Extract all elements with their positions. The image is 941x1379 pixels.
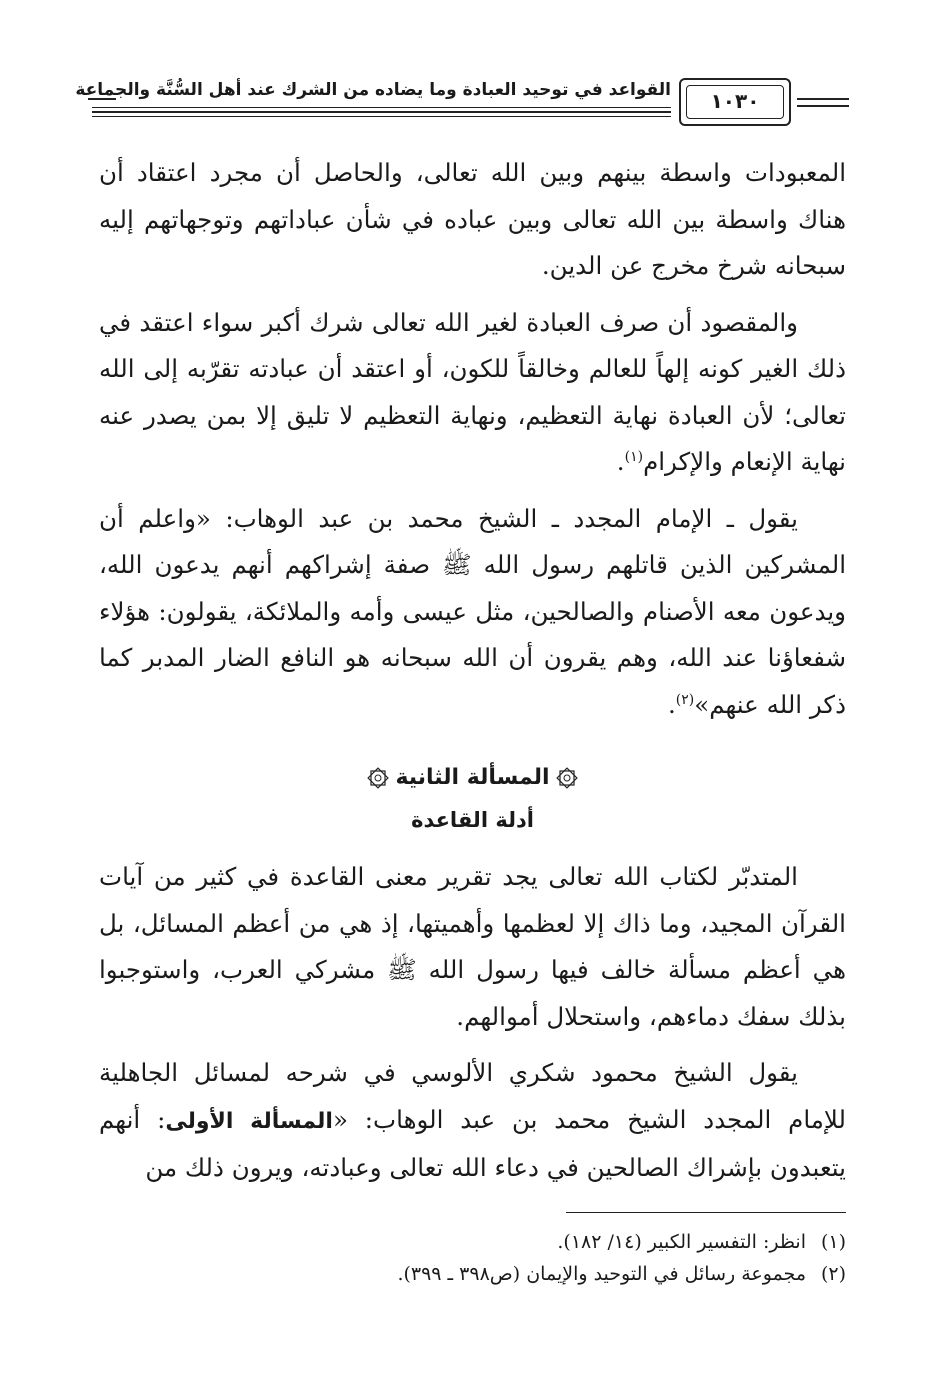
page-number: ١٠٣٠: [710, 89, 760, 113]
footnote-text: انظر: التفسير الكبير (١٤/ ١٨٢).: [557, 1231, 806, 1253]
sub-heading: أدلة القاعدة: [411, 808, 534, 832]
header-rule: [92, 107, 671, 108]
header-rule: [92, 111, 671, 113]
page-number-frame: [679, 78, 791, 126]
paragraph-5: [99, 1050, 846, 1192]
footnote-number: (١): [820, 1231, 846, 1253]
header-double-dash: [797, 98, 849, 112]
octagram-ornament-icon: [367, 767, 389, 789]
paragraph-2: [99, 300, 846, 486]
footnote-separator: [566, 1212, 846, 1213]
section-heading: [99, 758, 846, 798]
paragraph-2-end: .: [616, 447, 625, 476]
paragraph-1: المعبودات واسطة بينهم وبين الله تعالى، والحاصل أن مجرد اعتقاد أن هناك واسطة بين الله تعالى وبين عباده في شأن عباداتهم وتوجهاتهم إليه سبحانه شرخ مخرج عن الدين.: [99, 158, 846, 280]
footnote-ref-2: (٢): [675, 691, 695, 708]
paragraph-5-bold: المسألة الأولى: [165, 1108, 333, 1134]
paragraph-5-start: يقول الشيخ محمود شكري الألوسي في شرحه لمسائل الجاهلية للإمام المجدد الشيخ محمد بن عبد الوهاب: «: [99, 1058, 846, 1134]
main-text: [99, 150, 846, 1202]
paragraph-3-text: يقول ـ الإمام المجدد ـ الشيخ محمد بن عبد الوهاب: «واعلم أن المشركين الذين قاتلهم رسول الله ﷺ صفة إشراكهم أنهم يدعون الله، ويدعون معه الأصنام والصالحين، مثل عيسى وأمه والملائكة، يقولون: هؤلاء شفعاؤنا عند الله، وهم يقرون أن الله سبحانه هو النافع الضار المدبر كما ذكر الله عنهم»: [99, 503, 846, 719]
paragraph-3: [99, 496, 846, 729]
paragraph-4: المتدبّر لكتاب الله تعالى يجد تقرير معنى القاعدة في كثير من آيات القرآن المجيد، وما ذاك إلا لعظمها وأهميتها، إذ هي من أعظم المسائل، بل هي أعظم مسألة خالف فيها رسول الله ﷺ مشركي العرب، واستوجبوا بذلك سفك دماءهم، واستحلال أموالهم.: [99, 862, 846, 1031]
octagram-ornament-icon: [556, 767, 578, 789]
footnote-2: [99, 1258, 846, 1290]
footnote-text: مجموعة رسائل في التوحيد والإيمان (ص٣٩٨ ـ ٣٩٩).: [397, 1263, 806, 1285]
footnote-number: (٢): [820, 1263, 846, 1285]
header-rule: [92, 116, 671, 117]
header-dash: [88, 98, 116, 100]
paragraph-5-rest: : أنهم يتعبدون بإشراك الصالحين في دعاء الله تعالى وعبادته، ويرون ذلك من: [99, 1104, 846, 1182]
footnote-ref-1: (١): [624, 448, 644, 465]
running-title: القواعد في توحيد العبادة وما يضاده من الشرك عند أهل السُّنَّة والجماعة: [75, 80, 671, 100]
footnote-1: [99, 1226, 846, 1258]
paragraph-3-end: .: [667, 689, 676, 719]
paragraph-2-text: والمقصود أن صرف العبادة لغير الله تعالى شرك أكبر سواء اعتقد في ذلك الغير كونه إلهاً للعالم وخالقاً للكون، أو اعتقد أن عبادته تقرّبه إلى الله تعالى؛ لأن العبادة نهاية التعظيم، ونهاية التعظيم لا تليق إلا بمن يصدر عنه نهاية الإنعام والإكرام: [99, 307, 846, 476]
section-heading-text: المسألة الثانية: [395, 765, 550, 790]
footnotes: [99, 1226, 846, 1290]
page-header: [75, 74, 849, 134]
